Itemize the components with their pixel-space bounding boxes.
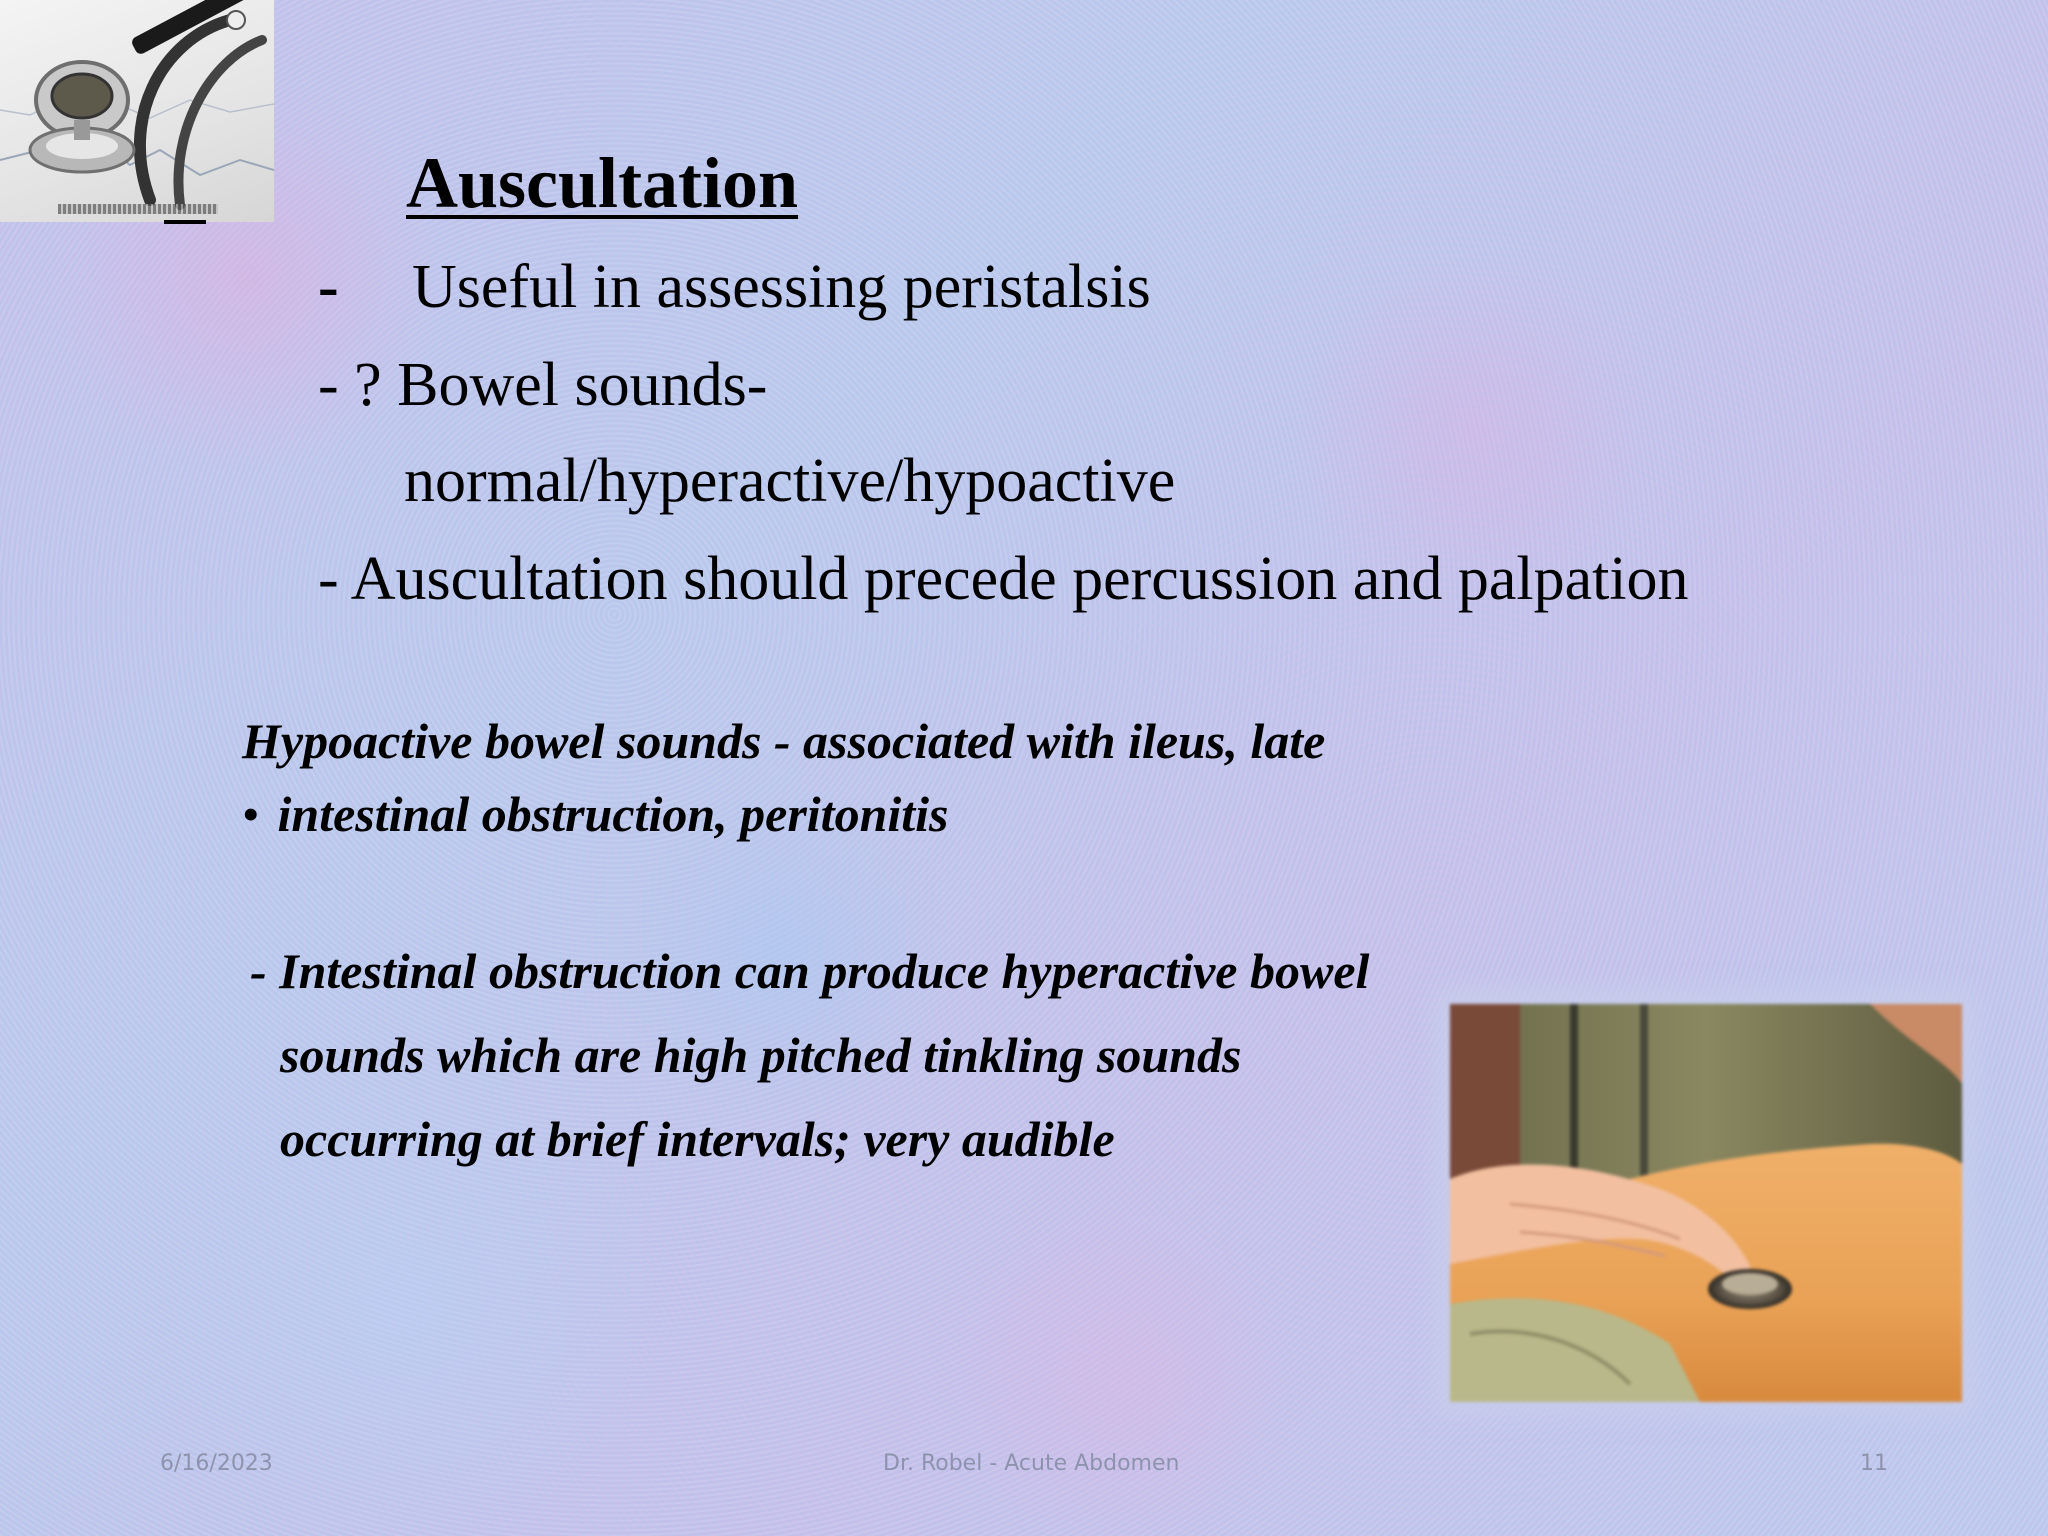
hyperactive-note-line2: sounds which are high pitched tinkling sounds — [280, 1027, 1242, 1083]
footer-page-number: 11 — [1860, 1451, 1888, 1476]
hypoactive-note-text: intestinal obstruction, peritonitis — [277, 786, 949, 842]
abdominal-auscultation-photo — [1450, 1004, 1962, 1402]
stethoscope-image — [0, 0, 274, 222]
bullet-1 — [318, 253, 339, 321]
footer-title: Dr. Robel - Acute Abdomen — [883, 1451, 1180, 1476]
bullet-1-marker: - — [318, 253, 339, 321]
bullet-3-text: - Auscultation should precede percussion and palpation — [318, 545, 1689, 613]
footer-date: 6/16/2023 — [160, 1451, 273, 1476]
bullet-dot: • — [242, 786, 260, 842]
bullet-2-continuation: normal/hyperactive/hypoactive — [404, 447, 1176, 515]
image-caption — [58, 204, 218, 214]
slide-title: Auscultation — [406, 143, 799, 223]
hypoactive-note-line2 — [242, 786, 949, 842]
divider — [164, 220, 206, 224]
bullet-2-text: - ? Bowel sounds- — [318, 351, 768, 419]
hyperactive-note-line1: - Intestinal obstruction can produce hyperactive bowel — [250, 943, 1370, 999]
hypoactive-note-line1: Hypoactive bowel sounds - associated with ileus, late — [242, 713, 1326, 769]
hyperactive-note-line3: occurring at brief intervals; very audible — [280, 1111, 1115, 1167]
stethoscope-icon — [0, 0, 274, 222]
bullet-1-text: Useful in assessing peristalsis — [412, 253, 1151, 321]
abdomen-exam-icon — [1450, 1004, 1962, 1402]
